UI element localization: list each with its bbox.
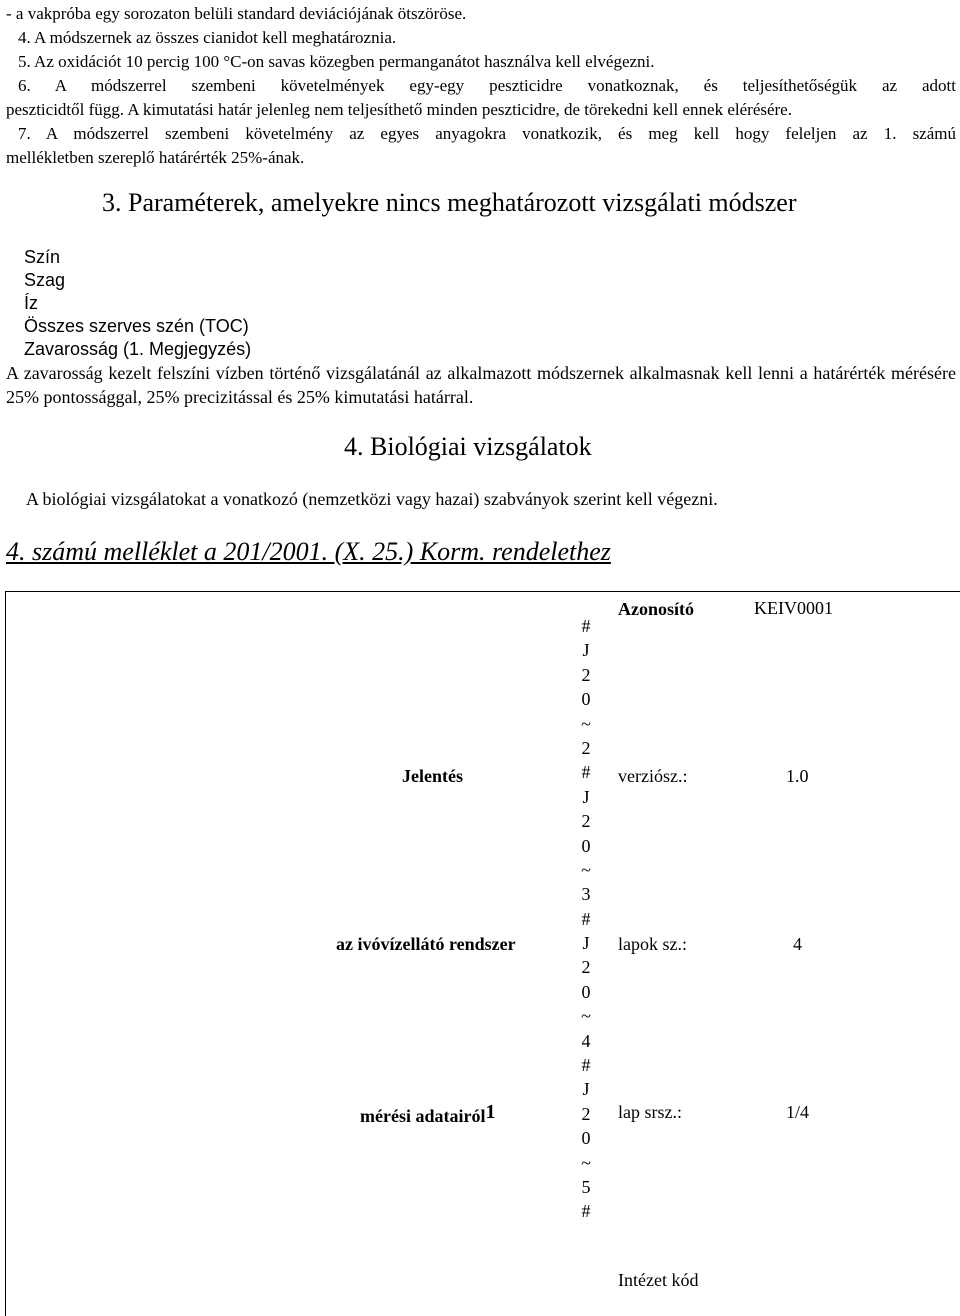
note-6-line-1: 6. A módszerrel szembeni követelmények egy-egy peszticidre vonatkoznak, és teljesíthetőségük az adott	[18, 76, 956, 95]
code-char: ~	[581, 1006, 591, 1027]
note-7-line-1: 7. A módszerrel szembeni követelmény az egyes anyagokra vonatkozik, és meg kell hogy feleljen az 1. számú	[18, 124, 956, 143]
code-char: ~	[581, 713, 591, 734]
code-column	[566, 614, 606, 1224]
annex-title: 4. számú melléklet a 201/2001. (X. 25.) Korm. rendelethez	[6, 537, 611, 566]
code-char: 0	[581, 1128, 591, 1149]
code-char: J	[582, 640, 590, 661]
code-char: #	[581, 1201, 591, 1222]
code-char: 0	[581, 835, 591, 856]
azonosito-value: KEIV0001	[754, 598, 833, 618]
section-4-title: 4. Biológiai vizsgálatok	[344, 432, 592, 461]
note-1: - a vakpróba egy sorozaton belüli standard deviációjának ötszöröse.	[6, 4, 467, 23]
intezet-label: Intézet kód	[618, 1270, 699, 1290]
code-char: #	[581, 762, 591, 783]
code-char: 2	[581, 1103, 591, 1124]
parameter-list	[24, 246, 251, 361]
code-char: 2	[581, 957, 591, 978]
note-6-line-2: peszticidtől függ. A kimutatási határ jelenleg nem teljesíthető minden peszticidre, de törekedni kell ennek elérésére.	[6, 100, 792, 119]
code-char: 0	[581, 981, 591, 1002]
code-char: 2	[581, 737, 591, 758]
lapsrsz-value: 1/4	[786, 1102, 810, 1122]
code-char: #	[581, 1055, 591, 1076]
note-4: 4. A módszernek az összes cianidot kell meghatároznia.	[18, 28, 397, 47]
azonosito-label: Azonosító	[618, 599, 694, 619]
form-title-line-2: az ivóvízellátó rendszer	[336, 934, 516, 954]
note-7-line-2: mellékletben szereplő határérték 25%-ának.	[6, 148, 305, 167]
code-char: ~	[581, 859, 591, 880]
code-char: 2	[581, 811, 591, 832]
code-char: 2	[581, 664, 591, 685]
parameter-item: Szín	[24, 247, 61, 267]
lapok-value: 4	[793, 934, 802, 954]
verzio-label: verziósz.:	[618, 766, 688, 786]
parameter-item: Íz	[24, 293, 39, 313]
parameter-item: Szag	[24, 270, 66, 290]
code-char: 4	[581, 1030, 591, 1051]
footnote-mark: 1	[485, 1101, 496, 1123]
code-char: ~	[581, 1152, 591, 1173]
code-char: 5	[581, 1176, 591, 1197]
report-form	[5, 591, 960, 1316]
biological-text: A biológiai vizsgálatokat a vonatkozó (nemzetközi vagy hazai) szabványok szerint kell végezni.	[26, 489, 718, 509]
section-3-title: 3. Paraméterek, amelyekre nincs meghatározott vizsgálati módszer	[102, 188, 797, 217]
parameter-item: Összes szerves szén (TOC)	[24, 316, 249, 336]
form-title-line-3-text: mérési adatairól	[360, 1106, 486, 1126]
form-title-line-1: Jelentés	[402, 766, 463, 786]
turbidity-text: A zavarosság kezelt felszíni vízben történő vizsgálatánál az alkalmazott módszernek alkalmasnak kell lenni a határérték mérésére 25% pontossággal, 25% precizitással és 25% kimutatási határral.	[6, 363, 956, 407]
code-char: 3	[581, 884, 591, 905]
parameter-item: Zavarosság (1. Megjegyzés)	[24, 339, 252, 359]
code-char: J	[582, 786, 590, 807]
verzio-value: 1.0	[786, 766, 809, 786]
code-char: 0	[581, 689, 591, 710]
lapsrsz-label: lap srsz.:	[618, 1102, 682, 1122]
lapok-label: lapok sz.:	[618, 934, 687, 954]
notes-block	[6, 2, 956, 170]
code-char: J	[582, 1079, 590, 1100]
code-char: #	[581, 908, 591, 929]
note-5: 5. Az oxidációt 10 percig 100 °C-on savas közegben permanganátot használva kell elvégezni.	[18, 52, 655, 71]
form-title-line-3	[360, 1101, 495, 1127]
code-char: #	[581, 616, 591, 636]
code-char: J	[582, 933, 590, 954]
